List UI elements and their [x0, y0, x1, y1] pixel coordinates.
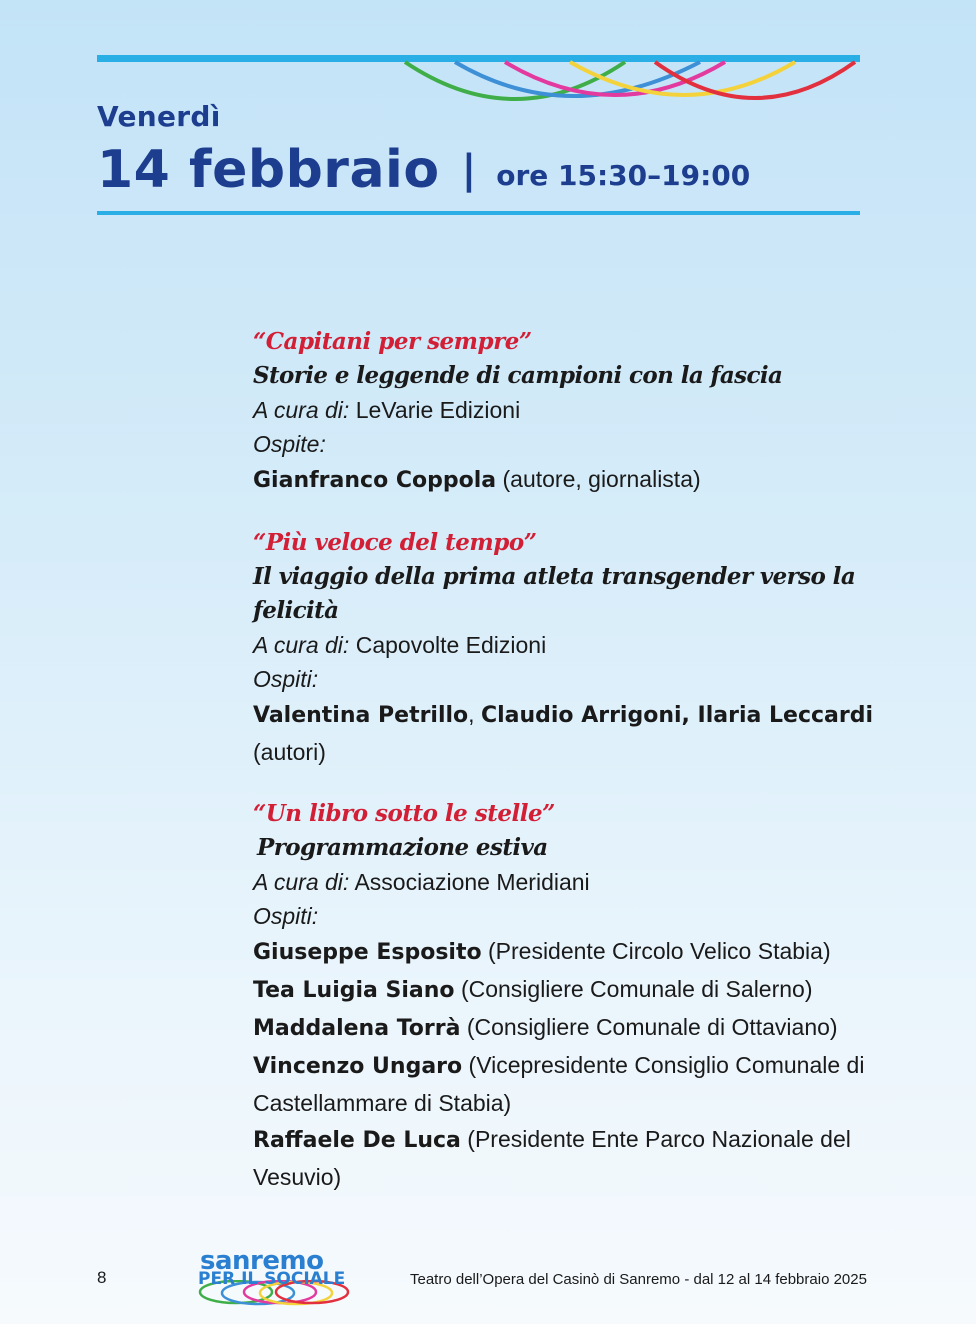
guest-name: Tea Luigia Siano — [253, 978, 455, 1003]
guest-role: (Consigliere Comunale di Salerno) — [460, 976, 813, 1002]
guest-separator: , — [468, 701, 475, 727]
footer-venue-dates: Teatro dell’Opera del Casinò di Sanremo - dal 12 al 14 febbraio 2025 — [410, 1271, 867, 1288]
logo-text-sanremo: sanremo — [200, 1246, 324, 1276]
guests-label: Ospiti: — [253, 666, 319, 692]
event-piu-veloce — [253, 526, 893, 770]
time-range: ore 15:30–19:00 — [496, 158, 751, 192]
page-number: 8 — [97, 1268, 107, 1287]
guest-line — [253, 1121, 893, 1159]
logo-text-sociale: PER IL SOCIALE — [198, 1269, 346, 1289]
program-list — [253, 325, 893, 1222]
curator-value: LeVarie Edizioni — [355, 397, 521, 423]
guest-line — [253, 1009, 893, 1047]
event-subtitle-line2: felicità — [253, 597, 339, 624]
guest-role: (Vicepresidente Consiglio Comunale di — [468, 1052, 865, 1078]
guest-role: (Presidente Circolo Velico Stabia) — [488, 938, 831, 964]
guest-role: (Consigliere Comunale di Ottaviano) — [466, 1014, 838, 1040]
guest-role: (autore, giornalista) — [502, 466, 701, 492]
decorative-rings-icon — [400, 58, 860, 108]
guest-name: Maddalena Torrà — [253, 1016, 461, 1041]
guest-name: Vincenzo Ungaro — [253, 1054, 463, 1079]
guest-name: Valentina Petrillo — [253, 703, 469, 728]
guest-role-continued: Vesuvio) — [253, 1164, 342, 1190]
guest-role: (Presidente Ente Parco Nazionale del — [467, 1126, 851, 1152]
event-subtitle: Programmazione estiva — [257, 834, 548, 861]
curator-label: A cura di: — [253, 632, 350, 658]
date-title: 14 febbraio — [97, 140, 440, 200]
curator-label: A cura di: — [253, 397, 350, 423]
day-label: Venerdì — [97, 100, 221, 133]
guest-name: Raffaele De Luca — [253, 1128, 461, 1153]
event-capitani — [253, 325, 893, 499]
guest-line — [253, 696, 893, 734]
guest-line — [253, 461, 893, 499]
guests-label: Ospiti: — [253, 903, 319, 929]
event-subtitle: Storie e leggende di campioni con la fascia — [253, 362, 783, 389]
sanremo-sociale-logo — [196, 1248, 352, 1306]
event-libro-stelle — [253, 797, 893, 1195]
guest-role: (autori) — [253, 739, 326, 765]
event-title: “Un libro sotto le stelle” — [253, 800, 555, 827]
guest-role-continued: Castellammare di Stabia) — [253, 1090, 512, 1116]
event-subtitle-line1: Il viaggio della prima atleta transgender verso la — [253, 563, 856, 590]
guest-line — [253, 971, 893, 1009]
header-under-rule — [97, 211, 860, 215]
date-separator: | — [461, 147, 477, 193]
guest-line — [253, 933, 893, 971]
curator-label: A cura di: — [253, 869, 350, 895]
curator-value: Capovolte Edizioni — [355, 632, 547, 658]
guest-name: Giuseppe Esposito — [253, 940, 482, 965]
guests-label: Ospite: — [253, 431, 326, 457]
date-row — [97, 140, 750, 200]
curator-value: Associazione Meridiani — [354, 869, 590, 895]
guest-line — [253, 1047, 893, 1085]
event-curator — [253, 628, 893, 662]
event-title: “Più veloce del tempo” — [253, 529, 537, 556]
event-title: “Capitani per sempre” — [253, 328, 532, 355]
event-curator — [253, 393, 893, 427]
event-curator — [253, 865, 893, 899]
guest-name: Gianfranco Coppola — [253, 468, 497, 493]
guest-names: Claudio Arrigoni, Ilaria Leccardi — [480, 703, 874, 728]
